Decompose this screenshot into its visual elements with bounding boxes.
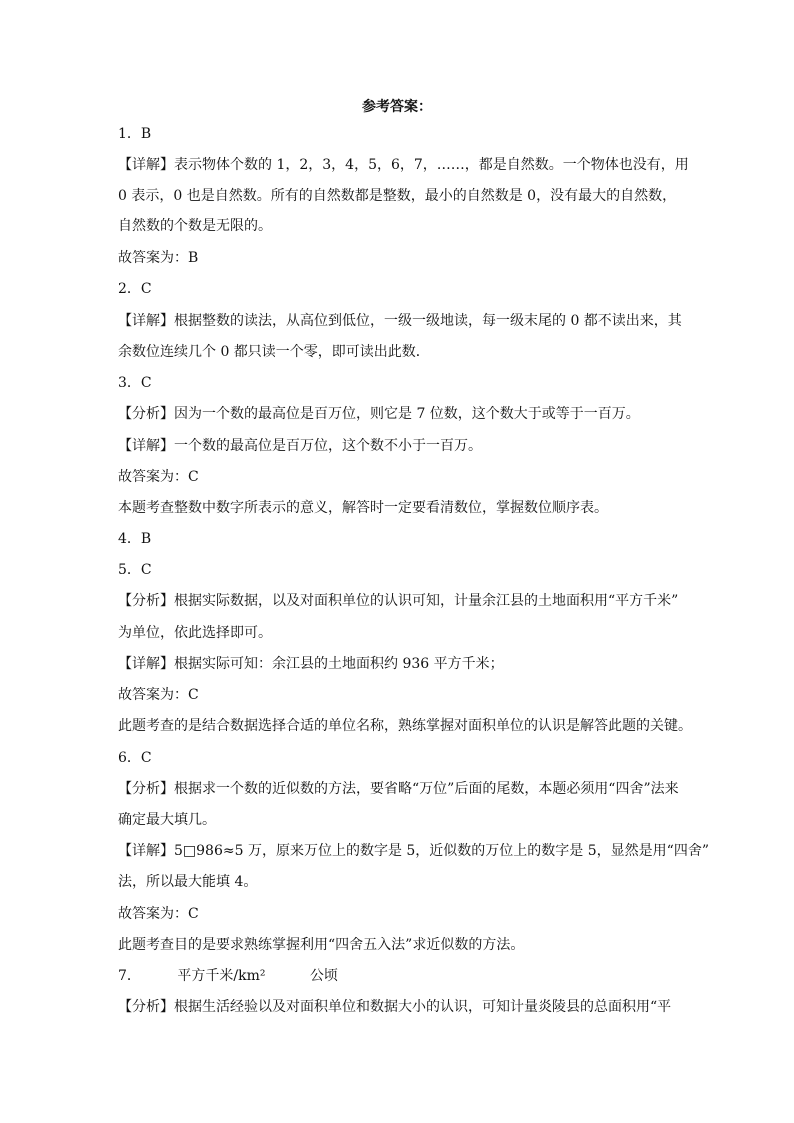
page-title: 参考答案： <box>362 99 432 115</box>
answer-line: 0 表示，0 也是自然数。所有的自然数都是整数，最小的自然数是 0，没有最大的自然数， <box>118 188 677 204</box>
answer-line: 【详解】一个数的最高位是百万位，这个数不小于一百万。 <box>118 438 482 454</box>
answer-line: 【详解】根据实际可知：余江县的土地面积约 936 平方千米； <box>118 656 504 672</box>
q7-number: 7． <box>118 968 141 984</box>
q7-blank-2: 公顷 <box>309 968 338 984</box>
answer-line-q7 <box>118 966 338 986</box>
answer-line: 【分析】因为一个数的最高位是百万位，则它是 7 位数，这个数大于或等于一百万。 <box>118 406 640 422</box>
answer-line: 故答案为：B <box>118 250 199 266</box>
answer-line: 确定最大填几。 <box>118 812 216 828</box>
answer-line: 【详解】5□986≈5 万，原来万位上的数字是 5，近似数的万位上的数字是 5，显然是用“四舍” <box>118 843 709 859</box>
answer-line: 故答案为：C <box>118 906 199 922</box>
answer-line: 故答案为：C <box>118 469 199 485</box>
answer-line: 故答案为：C <box>118 687 199 703</box>
answer-line: 【详解】根据整数的读法，从高位到低位，一级一级地读，每一级末尾的 0 都不读出来，其 <box>118 313 682 329</box>
answer-line: 【详解】表示物体个数的 1，2，3，4，5，6，7，……，都是自然数。一个物体也没有，用 <box>118 157 689 173</box>
answer-line: 【分析】根据求一个数的近似数的方法，要省略“万位”后面的尾数，本题必须用“四舍”法来 <box>118 781 679 797</box>
answer-line: 6．C <box>118 750 152 766</box>
answer-line: 本题考查整数中数字所表示的意义，解答时一定要看清数位，掌握数位顺序表。 <box>118 500 608 516</box>
answer-line: 【分析】根据实际数据，以及对面积单位的认识可知，计量余江县的土地面积用“平方千米” <box>118 593 679 609</box>
answer-line: 此题考查的是结合数据选择合适的单位名称，熟练掌握对面积单位的认识是解答此题的关键。 <box>118 718 692 734</box>
answer-line: 为单位，依此选择即可。 <box>118 625 272 641</box>
answer-line: 自然数的个数是无限的。 <box>118 218 272 234</box>
answer-line: 余数位连续几个 0 都只读一个零，即可读出此数． <box>118 344 430 360</box>
answer-line: 法，所以最大能填 4。 <box>118 874 258 890</box>
answer-line: 5．C <box>118 562 152 578</box>
answer-line: 3．C <box>118 375 152 391</box>
answer-line: 1．B <box>118 126 152 142</box>
answer-line: 4．B <box>118 531 152 547</box>
q7-blank-1: 平方千米/km² <box>177 968 266 984</box>
answer-line: 【分析】根据生活经验以及对面积单位和数据大小的认识，可知计量炎陵县的总面积用“平 <box>118 999 672 1015</box>
answer-line: 此题考查目的是要求熟练掌握利用“四舍五入法”求近似数的方法。 <box>118 937 525 953</box>
answer-line: 2．C <box>118 281 152 297</box>
